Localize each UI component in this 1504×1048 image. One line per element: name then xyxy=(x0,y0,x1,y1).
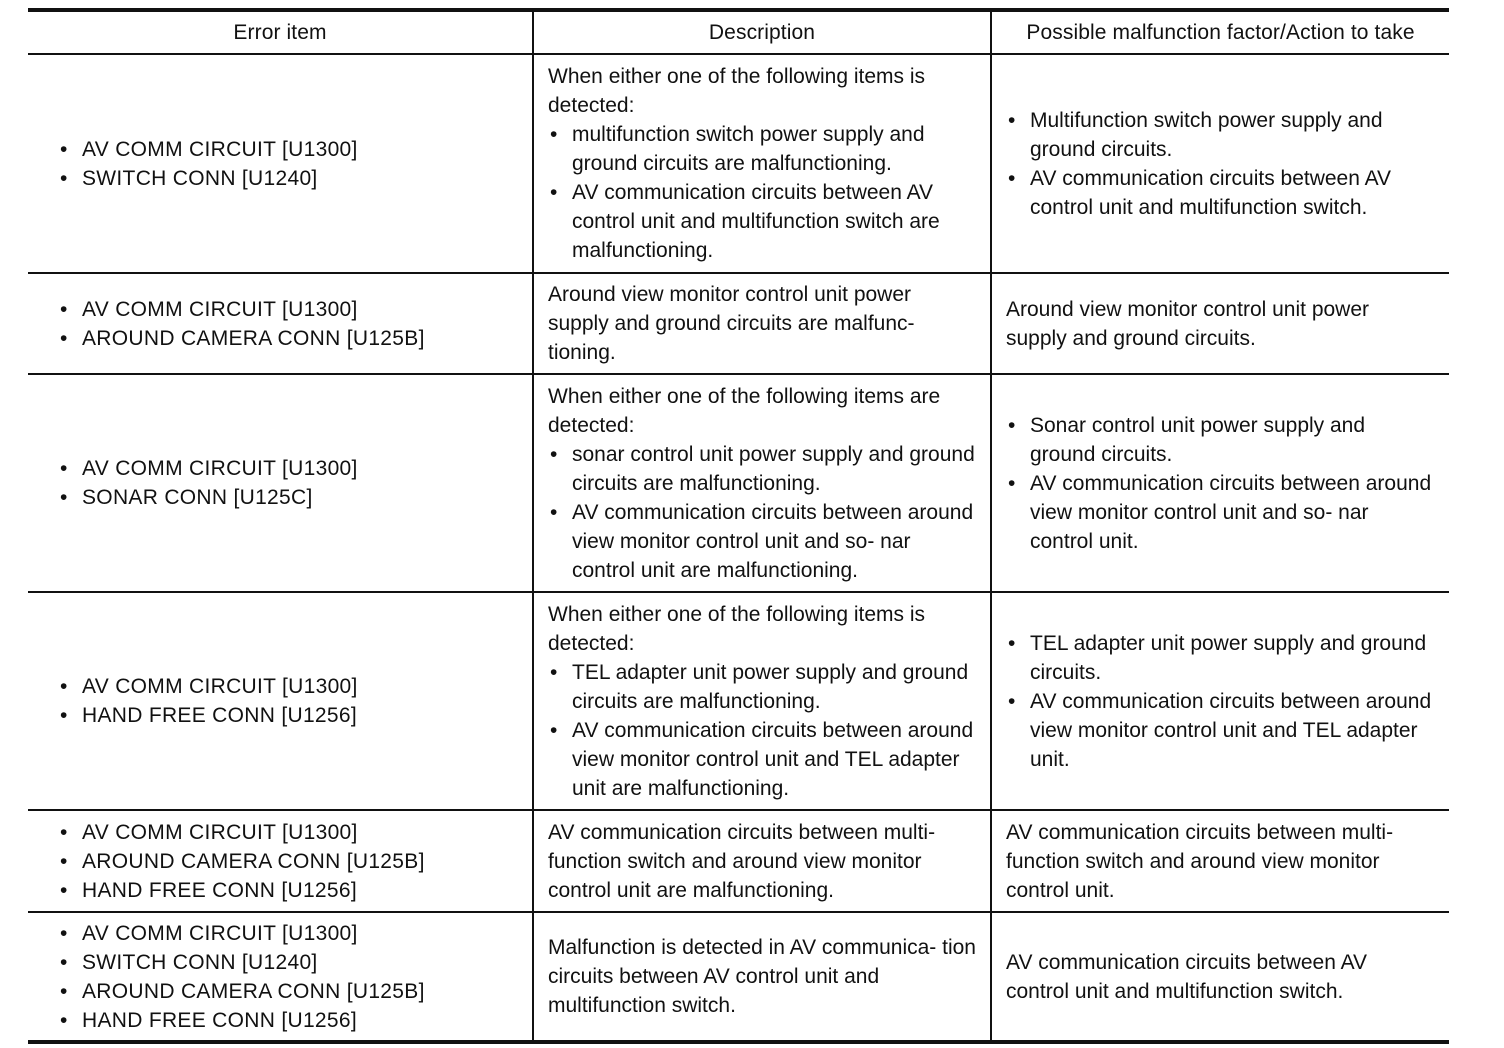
description-bullet: • multifunction switch power supply and ground circuits are malfunctioning. xyxy=(548,120,976,178)
error-code: • AV COMM CIRCUIT [U1300] xyxy=(60,919,518,948)
description-cell xyxy=(533,592,991,810)
action-bullet: • TEL adapter unit power supply and ground circuits. xyxy=(1006,629,1435,687)
action-text: Around view monitor control unit power supply and ground circuits. xyxy=(1006,297,1370,350)
table-row xyxy=(28,54,1449,273)
header-error-item: Error item xyxy=(28,10,533,54)
error-code: • SONAR CONN [U125C] xyxy=(60,483,518,512)
description-bullet: • TEL adapter unit power supply and ground circuits are malfunctioning. xyxy=(548,658,976,716)
error-code: • HAND FREE CONN [U1256] xyxy=(60,701,518,730)
description-intro: When either one of the following items are detected: xyxy=(548,384,941,437)
action-bullet: • AV communication circuits between around view monitor control unit and so- nar control unit. xyxy=(1006,469,1435,556)
error-item-cell xyxy=(28,54,533,273)
error-code: • AV COMM CIRCUIT [U1300] xyxy=(60,295,518,324)
description-bullet: • AV communication circuits between around view monitor control unit and TEL adapter unit are malfunctioning. xyxy=(548,716,976,803)
description-text: Around view monitor control unit power supply and ground circuits are malfunc- tioning. xyxy=(548,283,915,364)
description-bullet: • sonar control unit power supply and ground circuits are malfunctioning. xyxy=(548,440,976,498)
header-description: Description xyxy=(533,10,991,54)
action-cell xyxy=(991,273,1449,374)
action-bullet: • AV communication circuits between AV control unit and multifunction switch. xyxy=(1006,164,1435,222)
error-code: • SWITCH CONN [U1240] xyxy=(60,948,518,977)
description-cell xyxy=(533,810,991,912)
action-text: AV communication circuits between AV control unit and multifunction switch. xyxy=(1006,950,1368,1003)
action-bullet: • Sonar control unit power supply and ground circuits. xyxy=(1006,411,1435,469)
action-bullet: • AV communication circuits between around view monitor control unit and TEL adapter unit. xyxy=(1006,687,1435,774)
table-row xyxy=(28,810,1449,912)
description-text: AV communication circuits between multi- function switch and around view monitor control unit are malfunctioning. xyxy=(548,820,936,902)
action-cell xyxy=(991,54,1449,273)
description-intro: When either one of the following items is detected: xyxy=(548,602,926,655)
action-cell xyxy=(991,912,1449,1042)
error-item-cell xyxy=(28,810,533,912)
action-cell xyxy=(991,374,1449,592)
error-code: • HAND FREE CONN [U1256] xyxy=(60,1006,518,1035)
error-item-cell xyxy=(28,592,533,810)
action-bullet: • Multifunction switch power supply and ground circuits. xyxy=(1006,106,1435,164)
description-cell xyxy=(533,54,991,273)
action-cell xyxy=(991,592,1449,810)
description-cell xyxy=(533,273,991,374)
description-cell xyxy=(533,374,991,592)
error-code: • AV COMM CIRCUIT [U1300] xyxy=(60,454,518,483)
error-item-table xyxy=(28,8,1449,1044)
error-code: • AV COMM CIRCUIT [U1300] xyxy=(60,672,518,701)
error-code: • SWITCH CONN [U1240] xyxy=(60,164,518,193)
description-intro: When either one of the following items is detected: xyxy=(548,65,926,117)
error-item-cell xyxy=(28,374,533,592)
error-code: • AV COMM CIRCUIT [U1300] xyxy=(60,818,518,847)
table-row xyxy=(28,273,1449,374)
table-row xyxy=(28,912,1449,1042)
table-row xyxy=(28,592,1449,810)
header-action: Possible malfunction factor/Action to take xyxy=(991,10,1449,54)
description-bullet: • AV communication circuits between AV control unit and multifunction switch are malfunctioning. xyxy=(548,178,976,265)
description-cell xyxy=(533,912,991,1042)
description-bullet: • AV communication circuits between around view monitor control unit and so- nar control unit are malfunctioning. xyxy=(548,498,976,585)
error-code: • AROUND CAMERA CONN [U125B] xyxy=(60,977,518,1006)
error-item-cell xyxy=(28,912,533,1042)
error-item-cell xyxy=(28,273,533,374)
error-code: • AROUND CAMERA CONN [U125B] xyxy=(60,324,518,353)
table-header-row xyxy=(28,10,1449,54)
error-code: • AV COMM CIRCUIT [U1300] xyxy=(60,135,518,164)
action-cell xyxy=(991,810,1449,912)
action-text: AV communication circuits between multi- function switch and around view monitor control unit. xyxy=(1006,820,1394,902)
description-text: Malfunction is detected in AV communica- tion circuits between AV control unit and multifunction switch. xyxy=(548,936,976,1017)
error-code: • HAND FREE CONN [U1256] xyxy=(60,876,518,905)
table-row xyxy=(28,374,1449,592)
error-code: • AROUND CAMERA CONN [U125B] xyxy=(60,847,518,876)
